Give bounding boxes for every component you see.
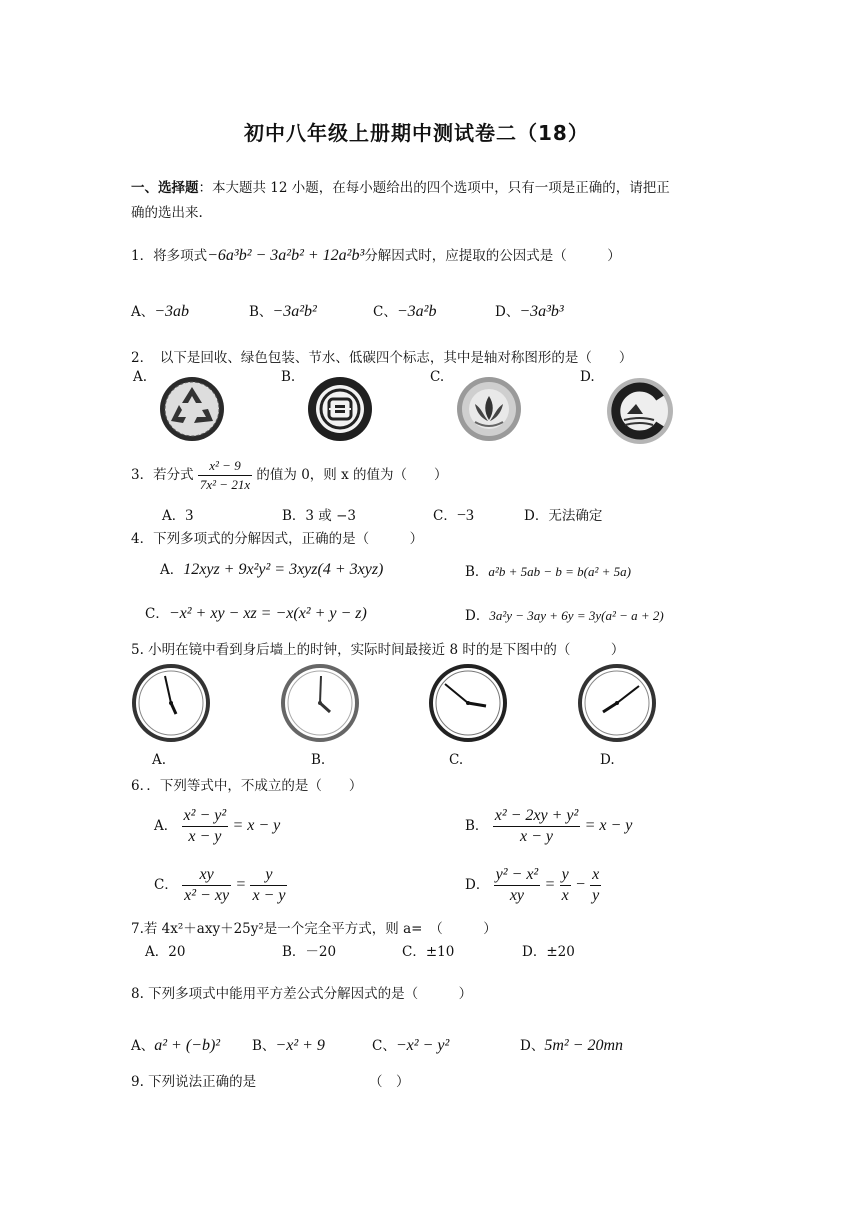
q8-option-b: B、−x² + 9: [252, 1037, 325, 1054]
q3-fraction: $\frac{\text{x² − 9}}{\text{7x² − 21x}}$: [199, 458, 251, 492]
q3-option-b: B．3 或 −3: [282, 508, 356, 524]
green-package-logo-icon: [305, 376, 375, 442]
water-saving-logo-icon: [453, 376, 525, 442]
q3-option-d: D．无法确定: [524, 508, 603, 524]
question-3: [131, 458, 447, 493]
clock-a-icon: [131, 664, 211, 742]
q8-option-a: A、a² + (−b)²: [131, 1037, 221, 1054]
q1-option-b: B、−3a²b²: [249, 303, 317, 320]
q6-option-c: C． $\frac{xy}{\text{x² − xy}}$ = $\frac{y}{x - y}$: [154, 866, 286, 904]
recycle-logo-icon: [157, 376, 227, 442]
q1-prefix: 1．将多项式: [131, 248, 208, 264]
q1-option-d: D、−3a³b³: [495, 303, 564, 320]
question-1: [131, 244, 621, 265]
q4-option-d: D．3a²y − 3ay + 6y = 3y(a² − a + 2): [465, 608, 664, 624]
clock-c-icon: [428, 664, 508, 742]
q3-suffix: 的值为 0，则 x 的值为（ ）: [256, 467, 448, 483]
q7-option-d: D．±20: [522, 944, 575, 960]
question-8: 8. 下列多项式中能用平方差公式分解因式的是（ ）: [131, 986, 473, 1002]
q5-label-c: C.: [449, 752, 464, 768]
q3-prefix: 3．若分式: [131, 467, 194, 483]
q1-option-c: C、−3a²b: [373, 303, 437, 320]
q2-label-a: A.: [133, 369, 148, 385]
low-carbon-logo-icon: [604, 376, 676, 446]
q1-option-a: A、−3ab: [131, 303, 190, 320]
q5-label-d: D.: [600, 752, 615, 768]
q8-option-d: D、5m² − 20mn: [520, 1037, 624, 1054]
question-6: 6．．下列等式中，不成立的是（ ）: [131, 778, 363, 794]
section-intro-line2: 确的选出来.: [131, 205, 203, 221]
q7-option-c: C．±10: [402, 944, 455, 960]
q4-option-a: A．12xyz + 9x²y² = 3xyz(4 + 3xyz): [160, 561, 384, 578]
clock-b-icon: [280, 664, 360, 742]
question-7: 7.若 4x²＋axy＋25y²是一个完全平方式，则 a= （ ）: [131, 921, 497, 937]
q9-answer-paren: （ ）: [369, 1074, 410, 1090]
page-title: 初中八年级上册期中测试卷二（18）: [244, 121, 589, 145]
q8-option-c: C、−x² − y²: [372, 1037, 450, 1054]
q7-option-b: B．－20: [282, 944, 337, 960]
question-2: 2． 以下是回收、绿色包装、节水、低碳四个标志，其中是轴对称图形的是（ ）: [131, 350, 633, 366]
q6-option-a: A． $\frac{\text{x² − y²}}{x - y}$ = x − y: [154, 807, 281, 845]
q5-label-a: A.: [152, 752, 167, 768]
q1-suffix: 分解因式时，应提取的公因式是（ ）: [364, 248, 621, 264]
q7-option-a: A．20: [145, 944, 186, 960]
q4-option-b: B．a²b + 5ab − b = b(a² + 5a): [465, 564, 631, 580]
q2-label-c: C.: [430, 369, 445, 385]
q3-option-a: A．3: [162, 507, 194, 524]
section-intro: [131, 176, 670, 196]
q6-option-b: B． $\frac{\text{x² − 2xy + y²}}{x - y}$ = x − y: [465, 807, 633, 845]
question-9: 9. 下列说法正确的是: [131, 1074, 257, 1090]
question-4: 4．下列多项式的分解因式，正确的是（ ）: [131, 531, 424, 547]
q1-expression: −6a³b² − 3a²b² + 12a²b³: [207, 247, 365, 264]
q4-option-c: C．−x² + xy − xz = −x(x² + y − z): [145, 605, 367, 622]
q5-label-b: B.: [311, 752, 326, 768]
q2-label-d: D.: [580, 369, 595, 385]
section-heading: 一、选择题: [131, 180, 199, 196]
question-5: 5. 小明在镜中看到身后墙上的时钟，实际时间最接近 8 时的是下图中的（ ）: [131, 642, 625, 658]
q3-option-c: C．−3: [433, 507, 474, 524]
clock-d-icon: [577, 664, 657, 742]
section-intro-line1: ：本大题共 12 小题，在每小题给出的四个选项中，只有一项是正确的，请把正: [198, 180, 670, 196]
q2-label-b: B.: [281, 369, 296, 385]
q6-option-d: D． $\frac{\text{y² − x²}}{xy}$ = $\frac{y}{x}$ − $\frac{x}{y}$: [465, 866, 600, 904]
